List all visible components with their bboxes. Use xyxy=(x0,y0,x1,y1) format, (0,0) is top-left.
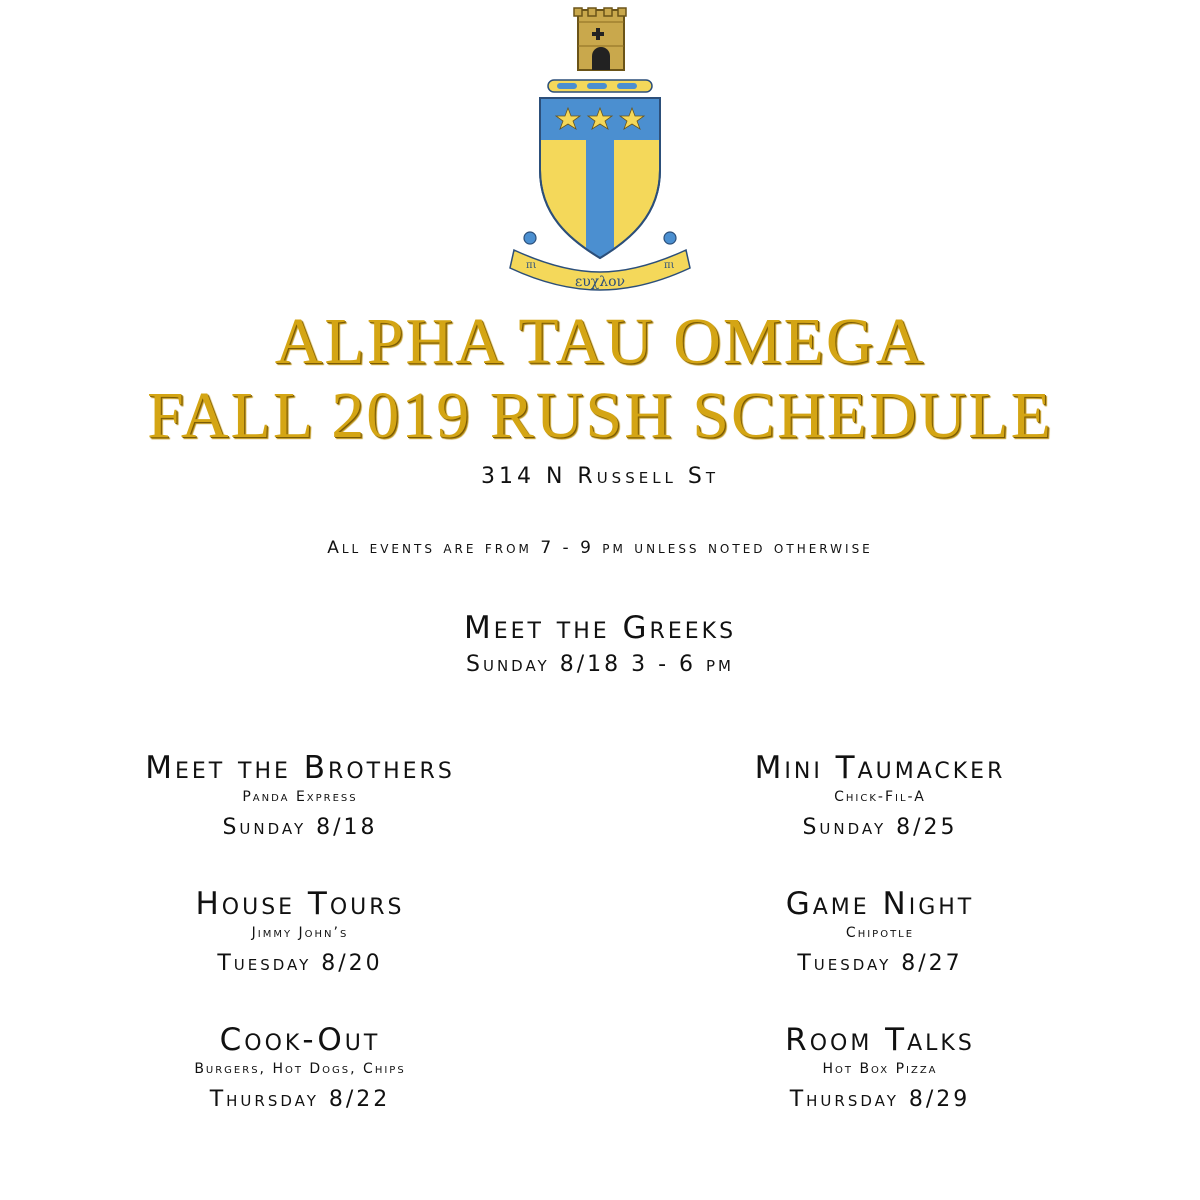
event-date: Thursday 8/29 xyxy=(789,1087,971,1112)
featured-event-date: Sunday 8/18 3 - 6 pm xyxy=(466,652,734,677)
motto-text: ευχλον xyxy=(574,274,626,290)
event-date: Sunday 8/25 xyxy=(802,815,958,840)
event-name: Room Talks xyxy=(785,1022,975,1058)
event-food: Hot Box Pizza xyxy=(822,1061,938,1077)
event-name: Cook-Out xyxy=(219,1022,381,1058)
shield-icon xyxy=(540,98,660,258)
event-name: House Tours xyxy=(195,886,405,922)
event-food: Panda Express xyxy=(242,789,358,805)
event-date: Sunday 8/18 xyxy=(222,815,378,840)
wreath-icon xyxy=(548,80,652,92)
title-line-2: FALL 2019 RUSH SCHEDULE xyxy=(147,379,1053,452)
fraternity-crest xyxy=(500,0,700,300)
schedule-note: All events are from 7 - 9 pm unless noted otherwise xyxy=(327,538,873,558)
event-name: Meet the Brothers xyxy=(145,750,455,786)
tower-icon xyxy=(574,8,626,70)
event-food: Chick-Fil-A xyxy=(834,789,926,805)
event-food: Burgers, Hot Dogs, Chips xyxy=(194,1061,406,1077)
featured-event-name: Meet the Greeks xyxy=(463,610,737,646)
event-date: Thursday 8/22 xyxy=(209,1087,391,1112)
event-name: Game Night xyxy=(785,886,975,922)
event-date: Tuesday 8/27 xyxy=(797,951,963,976)
address: 314 N Russell St xyxy=(480,464,720,489)
scroll-mark-right: πι xyxy=(664,260,675,271)
event-food: Chipotle xyxy=(845,925,915,941)
event-name: Mini Taumacker xyxy=(754,750,1006,786)
event-food: Jimmy John’s xyxy=(251,925,349,941)
title-line-1: ALPHA TAU OMEGA xyxy=(274,305,926,378)
event-date: Tuesday 8/20 xyxy=(217,951,383,976)
scroll-mark-left: πι xyxy=(526,260,537,271)
